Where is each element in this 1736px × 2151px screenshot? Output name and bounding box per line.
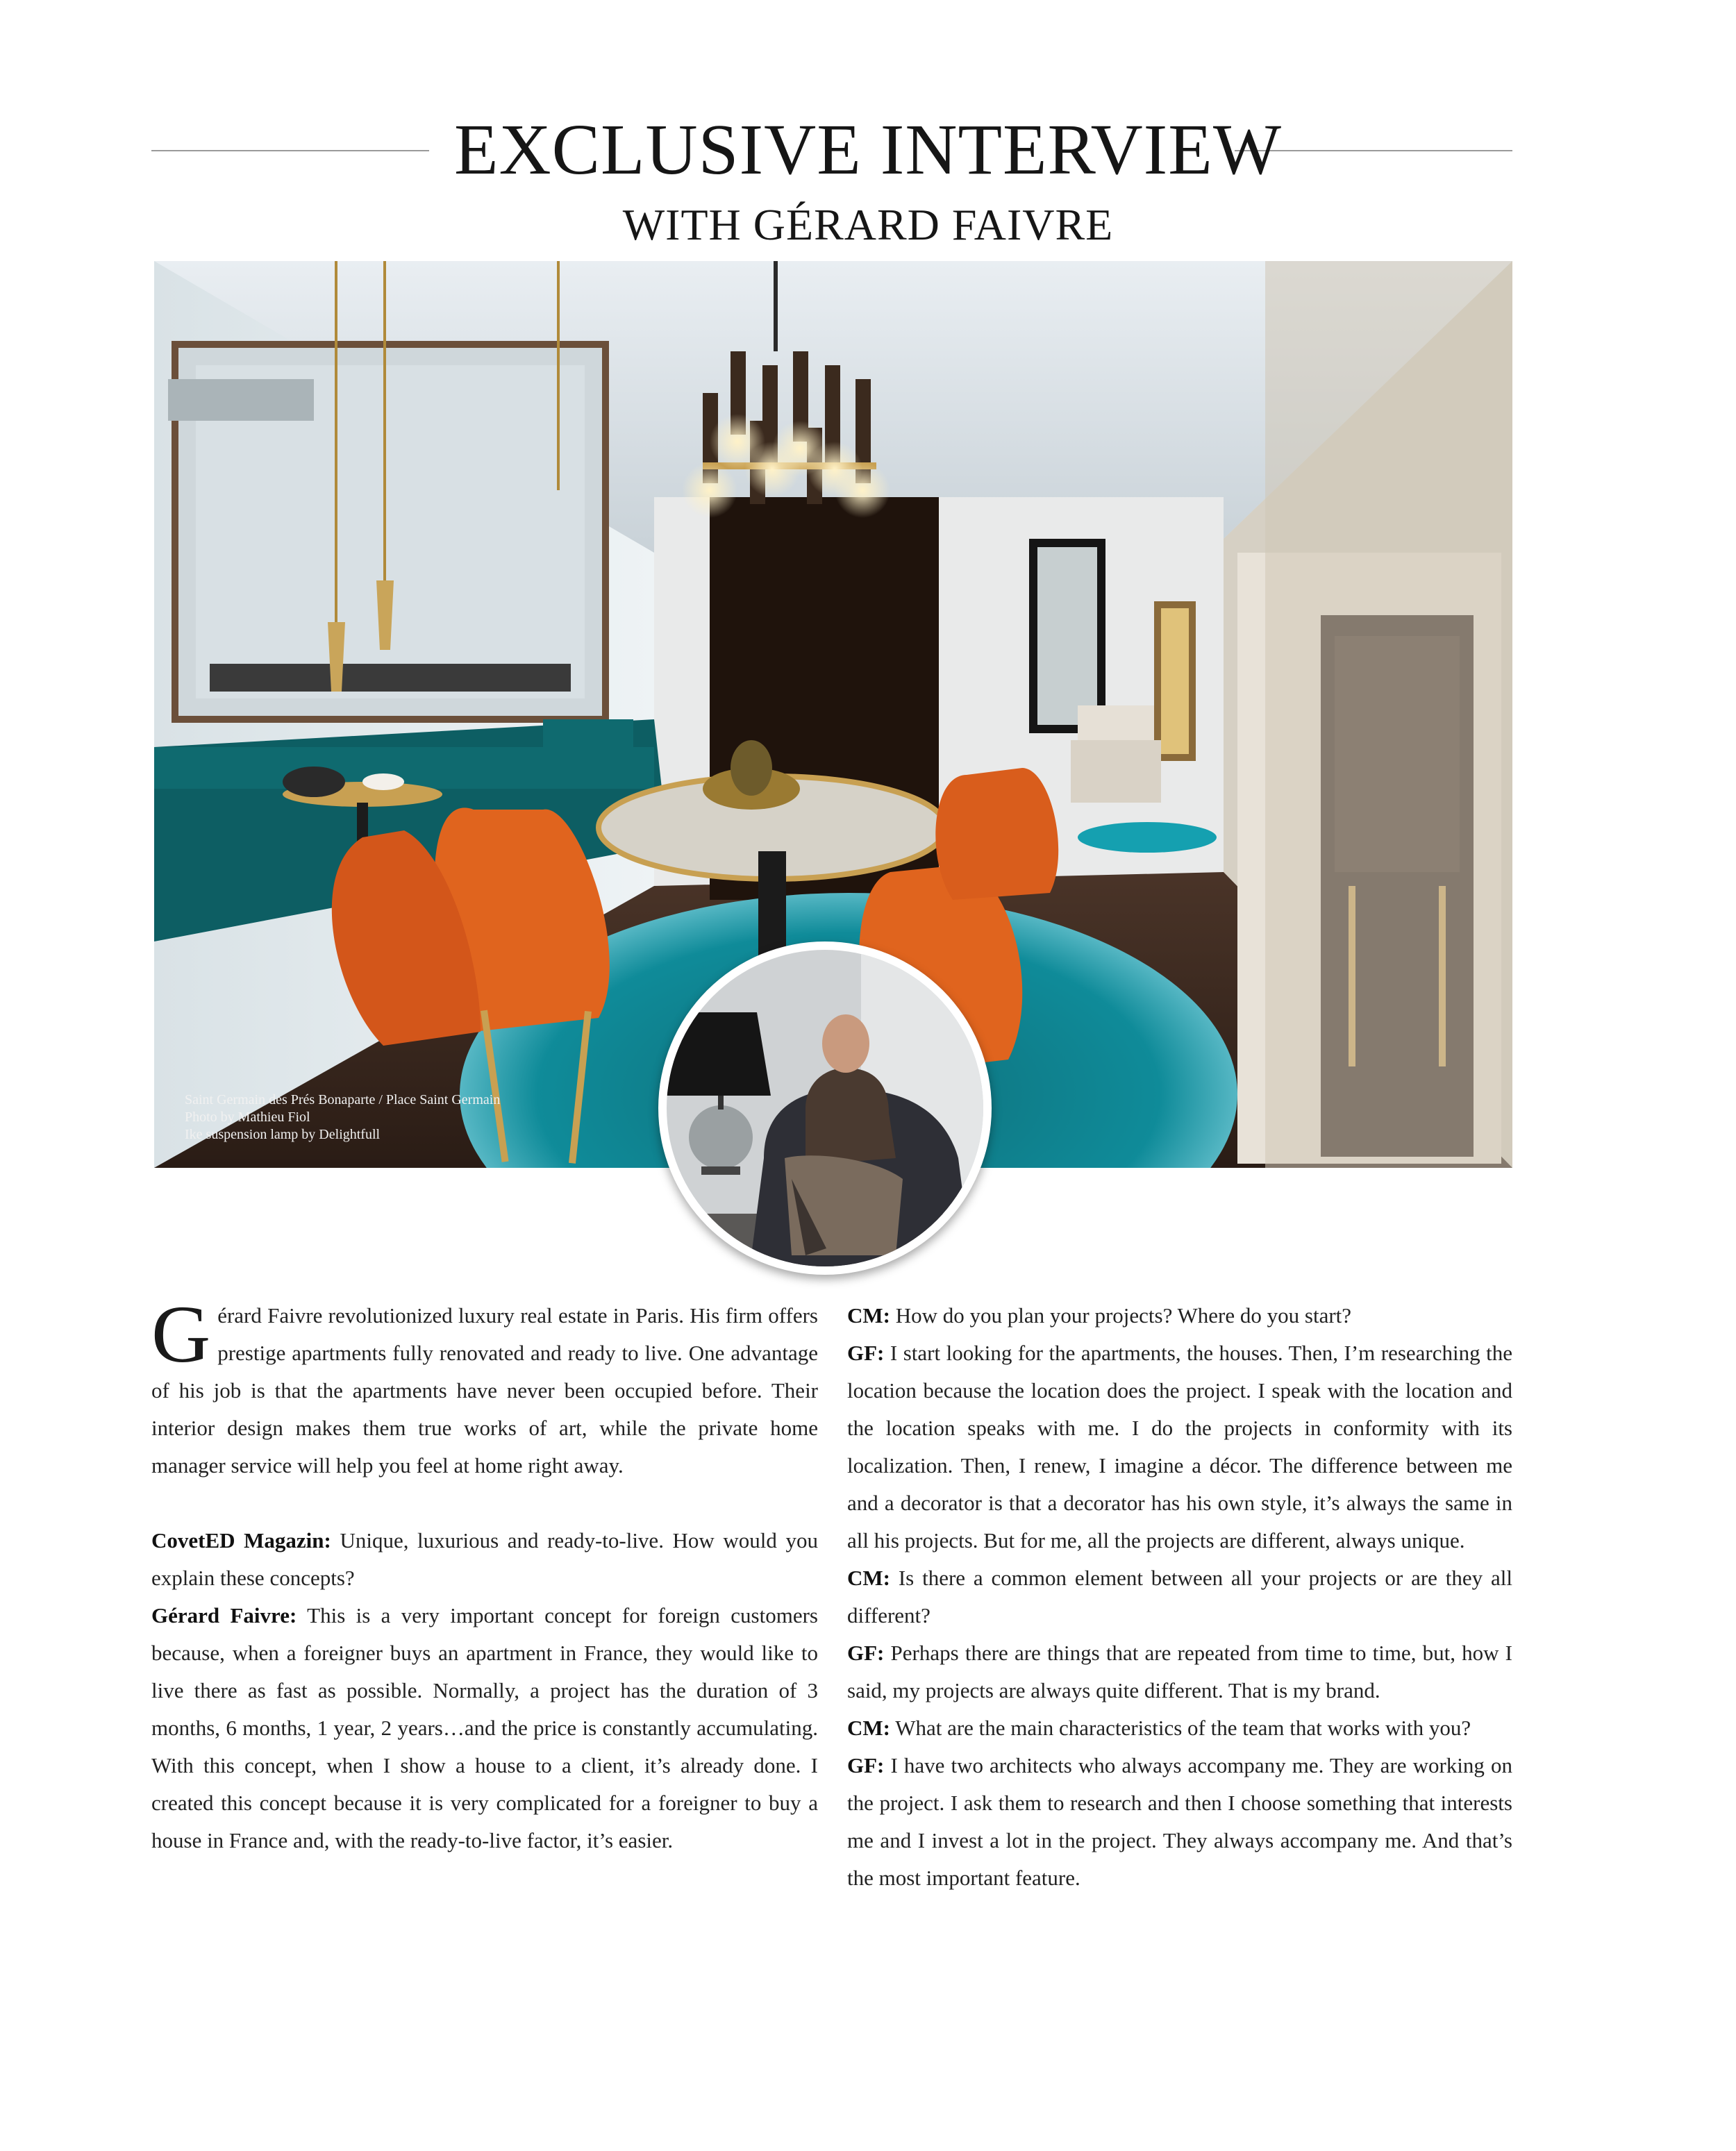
article-left-column (151, 1289, 819, 1859)
caption-line-credit: Photo by Mathieu Fiol (185, 1110, 310, 1125)
speaker-label: GF: (847, 1341, 885, 1365)
qa-paragraph (847, 1559, 1512, 1634)
qa-text: Perhaps there are things that are repeated from time to time, but, how I said, my projects are always quite different. That is my brand. (847, 1641, 1512, 1702)
qa-paragraph (847, 1709, 1512, 1747)
drop-cap: G (151, 1289, 211, 1380)
qa-text: How do you plan your projects? Where do you start? (895, 1303, 1352, 1328)
qa-paragraph (847, 1334, 1512, 1559)
caption-line-lamp: Ike suspension lamp by Delightfull (185, 1127, 381, 1142)
qa-paragraph (151, 1522, 818, 1597)
photo-caption (185, 1091, 500, 1144)
article-right-column (847, 1297, 1512, 1897)
speaker-label: CovetED Magazin: (151, 1528, 331, 1552)
intro-paragraph (151, 1289, 818, 1484)
qa-paragraph (151, 1597, 818, 1859)
speaker-label: GF: (847, 1641, 885, 1665)
qa-paragraph (847, 1747, 1512, 1897)
portrait-frame (658, 941, 992, 1275)
qa-paragraph (847, 1634, 1512, 1709)
qa-paragraph (847, 1297, 1512, 1334)
qa-text: I start looking for the apartments, the houses. Then, I’m researching the location because the location does the project. I speak with the location and the location speaks with me. I do the projects in conformity with its localization. Then, I renew, I imagine a décor. The difference between me and a decorator is that a decorator has his own style, it’s always the same in all his projects. But for me, all the projects are different, always unique. (847, 1341, 1512, 1552)
intro-text: érard Faivre revolutionized luxury real estate in Paris. His firm offers prestige apartments fully renovated and ready to live. One advantage of his job is that the apartments have never been occupied before. Their interior design makes them true works of art, while the private home manager service will help you feel at home right away. (151, 1303, 818, 1478)
qa-text: What are the main characteristics of the team that works with you? (895, 1716, 1471, 1740)
speaker-label: CM: (847, 1566, 890, 1590)
speaker-label: CM: (847, 1716, 890, 1740)
speaker-label: GF: (847, 1753, 885, 1777)
qa-text: Is there a common element between all your projects or are they all different? (847, 1566, 1512, 1627)
qa-text: This is a very important concept for foreign customers because, when a foreigner buys an apartment in France, they would like to live there as fast as possible. Normally, a project has the duration of 3 months, 6 months, 1 year, 2 years…and the price is constantly accumulating. With this concept, when I show a house to a client, it’s already done. I created this concept because it is very complicated for a foreigner to buy a house in France and, with the ready-to-live factor, it’s easier. (151, 1603, 818, 1852)
speaker-label: Gérard Faivre: (151, 1603, 297, 1627)
qa-text: Unique, luxurious and ready-to-live. How would you explain these concepts? (151, 1528, 819, 1590)
page-title: EXCLUSIVE INTERVIEW (454, 110, 1282, 190)
speaker-label: CM: (847, 1303, 890, 1328)
page-subtitle: WITH GÉRARD FAIVRE (622, 200, 1114, 249)
paragraph-spacer (151, 1484, 818, 1522)
portrait-illustration (667, 950, 983, 1266)
qa-text: I have two architects who always accompany me. They are working on the project. I ask them to research and then I choose something that interests me and I invest a lot in the project. They always accompany me. And that’s the most important feature. (847, 1753, 1513, 1890)
caption-line-location: Saint Germain des Prés Bonaparte / Place Saint Germain (185, 1092, 501, 1107)
portrait-photo (667, 950, 983, 1266)
